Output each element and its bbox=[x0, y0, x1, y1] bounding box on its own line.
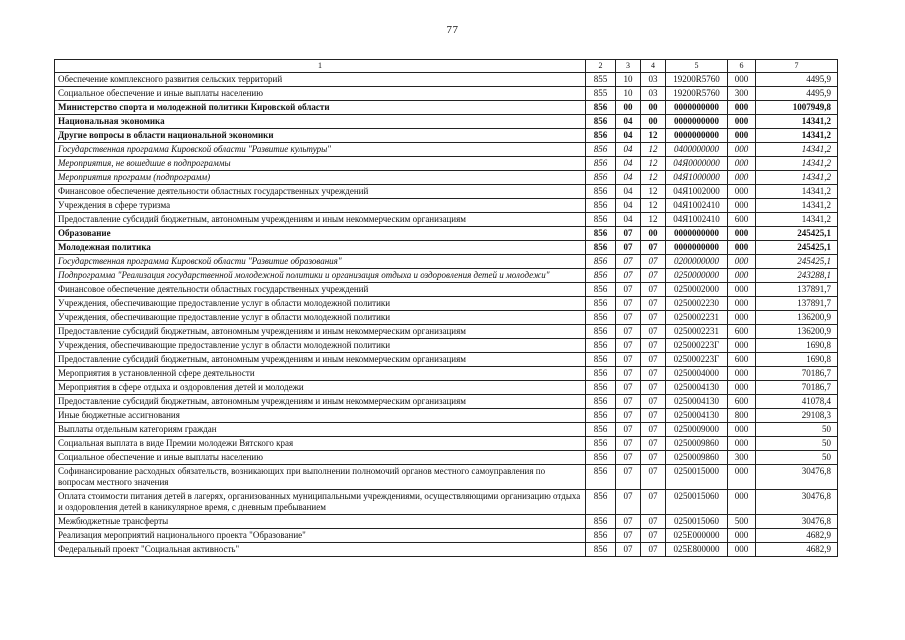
subsection-code-cell: 07 bbox=[641, 451, 666, 465]
row-name-cell: Межбюджетные трансферты bbox=[55, 515, 586, 529]
target-article-cell: 0250009860 bbox=[666, 451, 728, 465]
section-code-cell: 07 bbox=[616, 283, 641, 297]
target-article-cell: 0250015060 bbox=[666, 490, 728, 515]
target-article-cell: 0250009860 bbox=[666, 437, 728, 451]
grbs-code-cell: 856 bbox=[586, 283, 616, 297]
subsection-code-cell: 12 bbox=[641, 143, 666, 157]
subsection-code-cell: 07 bbox=[641, 325, 666, 339]
section-code-cell: 07 bbox=[616, 515, 641, 529]
target-article-cell: 19200R5760 bbox=[666, 73, 728, 87]
amount-cell: 30476,8 bbox=[756, 515, 838, 529]
amount-cell: 4682,9 bbox=[756, 529, 838, 543]
grbs-code-cell: 855 bbox=[586, 87, 616, 101]
row-name-cell: Предоставление субсидий бюджетным, автономным учреждениям и иным некоммерческим организациям bbox=[55, 213, 586, 227]
row-name-cell: Другие вопросы в области национальной экономики bbox=[55, 129, 586, 143]
row-name-cell: Мероприятия программ (подпрограмм) bbox=[55, 171, 586, 185]
table-row bbox=[55, 227, 838, 241]
section-code-cell: 10 bbox=[616, 73, 641, 87]
target-article-cell: 04Я1002000 bbox=[666, 185, 728, 199]
table-row bbox=[55, 311, 838, 325]
section-code-cell: 04 bbox=[616, 129, 641, 143]
section-code-cell: 04 bbox=[616, 143, 641, 157]
subsection-code-cell: 07 bbox=[641, 311, 666, 325]
section-code-cell: 07 bbox=[616, 241, 641, 255]
target-article-cell: 0250004000 bbox=[666, 367, 728, 381]
section-code-cell: 04 bbox=[616, 185, 641, 199]
expense-type-cell: 000 bbox=[728, 423, 756, 437]
expense-type-cell: 000 bbox=[728, 490, 756, 515]
target-article-cell: 0250002231 bbox=[666, 311, 728, 325]
subsection-code-cell: 00 bbox=[641, 101, 666, 115]
table-row bbox=[55, 297, 838, 311]
target-article-cell: 0250004130 bbox=[666, 409, 728, 423]
amount-cell: 136200,9 bbox=[756, 325, 838, 339]
amount-cell: 243288,1 bbox=[756, 269, 838, 283]
amount-cell: 245425,1 bbox=[756, 255, 838, 269]
table-row bbox=[55, 423, 838, 437]
column-number: 5 bbox=[666, 60, 728, 73]
amount-cell: 4495,9 bbox=[756, 73, 838, 87]
row-name-cell: Федеральный проект "Социальная активность" bbox=[55, 543, 586, 557]
expense-type-cell: 000 bbox=[728, 241, 756, 255]
section-code-cell: 00 bbox=[616, 101, 641, 115]
grbs-code-cell: 856 bbox=[586, 395, 616, 409]
expense-type-cell: 000 bbox=[728, 367, 756, 381]
target-article-cell: 04Я1000000 bbox=[666, 171, 728, 185]
subsection-code-cell: 07 bbox=[641, 269, 666, 283]
column-number: 2 bbox=[586, 60, 616, 73]
subsection-code-cell: 03 bbox=[641, 73, 666, 87]
subsection-code-cell: 07 bbox=[641, 423, 666, 437]
row-name-cell: Учреждения, обеспечивающие предоставление услуг в области молодежной политики bbox=[55, 297, 586, 311]
target-article-cell: 19200R5760 bbox=[666, 87, 728, 101]
section-code-cell: 07 bbox=[616, 339, 641, 353]
expense-type-cell: 600 bbox=[728, 213, 756, 227]
row-name-cell: Государственная программа Кировской области "Развитие образования" bbox=[55, 255, 586, 269]
table-row bbox=[55, 325, 838, 339]
section-code-cell: 07 bbox=[616, 451, 641, 465]
row-name-cell: Социальная выплата в виде Премии молодежи Вятского края bbox=[55, 437, 586, 451]
subsection-code-cell: 03 bbox=[641, 87, 666, 101]
table-row bbox=[55, 213, 838, 227]
subsection-code-cell: 07 bbox=[641, 353, 666, 367]
section-code-cell: 07 bbox=[616, 543, 641, 557]
column-number: 3 bbox=[616, 60, 641, 73]
row-name-cell: Выплаты отдельным категориям граждан bbox=[55, 423, 586, 437]
target-article-cell: 04Я0000000 bbox=[666, 157, 728, 171]
row-name-cell: Финансовое обеспечение деятельности областных государственных учреждений bbox=[55, 283, 586, 297]
expense-type-cell: 000 bbox=[728, 129, 756, 143]
grbs-code-cell: 856 bbox=[586, 185, 616, 199]
amount-cell: 1690,8 bbox=[756, 353, 838, 367]
target-article-cell: 0000000000 bbox=[666, 101, 728, 115]
table-row bbox=[55, 143, 838, 157]
row-name-cell: Реализация мероприятий национального проекта "Образование" bbox=[55, 529, 586, 543]
subsection-code-cell: 12 bbox=[641, 199, 666, 213]
grbs-code-cell: 856 bbox=[586, 255, 616, 269]
grbs-code-cell: 856 bbox=[586, 381, 616, 395]
table-row bbox=[55, 451, 838, 465]
grbs-code-cell: 856 bbox=[586, 241, 616, 255]
grbs-code-cell: 856 bbox=[586, 171, 616, 185]
subsection-code-cell: 07 bbox=[641, 297, 666, 311]
subsection-code-cell: 07 bbox=[641, 339, 666, 353]
expense-type-cell: 000 bbox=[728, 171, 756, 185]
row-name-cell: Социальное обеспечение и иные выплаты населению bbox=[55, 451, 586, 465]
amount-cell: 70186,7 bbox=[756, 381, 838, 395]
amount-cell: 137891,7 bbox=[756, 297, 838, 311]
section-code-cell: 07 bbox=[616, 381, 641, 395]
target-article-cell: 04Я1002410 bbox=[666, 199, 728, 213]
table-row bbox=[55, 339, 838, 353]
amount-cell: 14341,2 bbox=[756, 185, 838, 199]
expense-type-cell: 600 bbox=[728, 353, 756, 367]
column-number: 6 bbox=[728, 60, 756, 73]
section-code-cell: 07 bbox=[616, 395, 641, 409]
column-number: 4 bbox=[641, 60, 666, 73]
target-article-cell: 0000000000 bbox=[666, 241, 728, 255]
grbs-code-cell: 856 bbox=[586, 409, 616, 423]
subsection-code-cell: 12 bbox=[641, 213, 666, 227]
subsection-code-cell: 07 bbox=[641, 367, 666, 381]
section-code-cell: 07 bbox=[616, 529, 641, 543]
grbs-code-cell: 856 bbox=[586, 451, 616, 465]
section-code-cell: 07 bbox=[616, 437, 641, 451]
row-name-cell: Мероприятия в установленной сфере деятельности bbox=[55, 367, 586, 381]
amount-cell: 14341,2 bbox=[756, 143, 838, 157]
table-row bbox=[55, 490, 838, 515]
grbs-code-cell: 856 bbox=[586, 227, 616, 241]
row-name-cell: Обеспечение комплексного развития сельских территорий bbox=[55, 73, 586, 87]
table-row bbox=[55, 73, 838, 87]
amount-cell: 245425,1 bbox=[756, 227, 838, 241]
amount-cell: 14341,2 bbox=[756, 199, 838, 213]
expense-type-cell: 300 bbox=[728, 87, 756, 101]
expense-type-cell: 000 bbox=[728, 185, 756, 199]
section-code-cell: 04 bbox=[616, 157, 641, 171]
grbs-code-cell: 856 bbox=[586, 143, 616, 157]
column-number: 7 bbox=[756, 60, 838, 73]
row-name-cell: Мероприятия, не вошедшие в подпрограммы bbox=[55, 157, 586, 171]
section-code-cell: 04 bbox=[616, 213, 641, 227]
row-name-cell: Министерство спорта и молодежной политики Кировской области bbox=[55, 101, 586, 115]
section-code-cell: 07 bbox=[616, 409, 641, 423]
section-code-cell: 07 bbox=[616, 367, 641, 381]
grbs-code-cell: 856 bbox=[586, 465, 616, 490]
target-article-cell: 025E000000 bbox=[666, 529, 728, 543]
subsection-code-cell: 07 bbox=[641, 437, 666, 451]
section-code-cell: 07 bbox=[616, 255, 641, 269]
column-number: 1 bbox=[55, 60, 586, 73]
target-article-cell: 0250004130 bbox=[666, 395, 728, 409]
section-code-cell: 07 bbox=[616, 353, 641, 367]
expense-type-cell: 000 bbox=[728, 157, 756, 171]
amount-cell: 30476,8 bbox=[756, 490, 838, 515]
amount-cell: 1007949,8 bbox=[756, 101, 838, 115]
expense-type-cell: 600 bbox=[728, 395, 756, 409]
amount-cell: 50 bbox=[756, 423, 838, 437]
row-name-cell: Предоставление субсидий бюджетным, автономным учреждениям и иным некоммерческим организациям bbox=[55, 325, 586, 339]
target-article-cell: 0250009000 bbox=[666, 423, 728, 437]
section-code-cell: 07 bbox=[616, 325, 641, 339]
subsection-code-cell: 12 bbox=[641, 185, 666, 199]
target-article-cell: 0000000000 bbox=[666, 129, 728, 143]
section-code-cell: 04 bbox=[616, 171, 641, 185]
target-article-cell: 04Я1002410 bbox=[666, 213, 728, 227]
subsection-code-cell: 07 bbox=[641, 543, 666, 557]
table-row bbox=[55, 543, 838, 557]
amount-cell: 29108,3 bbox=[756, 409, 838, 423]
row-name-cell: Государственная программа Кировской области "Развитие культуры" bbox=[55, 143, 586, 157]
table-row bbox=[55, 283, 838, 297]
section-code-cell: 07 bbox=[616, 465, 641, 490]
target-article-cell: 0250015060 bbox=[666, 515, 728, 529]
section-code-cell: 07 bbox=[616, 311, 641, 325]
row-name-cell: Иные бюджетные ассигнования bbox=[55, 409, 586, 423]
table-row bbox=[55, 381, 838, 395]
table-row bbox=[55, 171, 838, 185]
table-row bbox=[55, 101, 838, 115]
grbs-code-cell: 856 bbox=[586, 490, 616, 515]
amount-cell: 50 bbox=[756, 437, 838, 451]
expense-type-cell: 000 bbox=[728, 543, 756, 557]
grbs-code-cell: 856 bbox=[586, 199, 616, 213]
amount-cell: 14341,2 bbox=[756, 115, 838, 129]
section-code-cell: 04 bbox=[616, 115, 641, 129]
subsection-code-cell: 07 bbox=[641, 490, 666, 515]
section-code-cell: 10 bbox=[616, 87, 641, 101]
grbs-code-cell: 856 bbox=[586, 529, 616, 543]
row-name-cell: Подпрограмма "Реализация государственной молодежной политики и организация отдыха и оздоровления детей и молодежи" bbox=[55, 269, 586, 283]
amount-cell: 137891,7 bbox=[756, 283, 838, 297]
target-article-cell: 025000223Г bbox=[666, 339, 728, 353]
expense-type-cell: 000 bbox=[728, 199, 756, 213]
grbs-code-cell: 856 bbox=[586, 339, 616, 353]
table-row bbox=[55, 115, 838, 129]
subsection-code-cell: 12 bbox=[641, 129, 666, 143]
grbs-code-cell: 855 bbox=[586, 73, 616, 87]
budget-table bbox=[54, 59, 838, 557]
table-row bbox=[55, 367, 838, 381]
grbs-code-cell: 856 bbox=[586, 213, 616, 227]
section-code-cell: 07 bbox=[616, 423, 641, 437]
target-article-cell: 0000000000 bbox=[666, 115, 728, 129]
subsection-code-cell: 07 bbox=[641, 255, 666, 269]
expense-type-cell: 000 bbox=[728, 115, 756, 129]
amount-cell: 14341,2 bbox=[756, 213, 838, 227]
row-name-cell: Учреждения, обеспечивающие предоставление услуг в области молодежной политики bbox=[55, 311, 586, 325]
expense-type-cell: 000 bbox=[728, 437, 756, 451]
amount-cell: 136200,9 bbox=[756, 311, 838, 325]
subsection-code-cell: 07 bbox=[641, 241, 666, 255]
expense-type-cell: 000 bbox=[728, 311, 756, 325]
expense-type-cell: 600 bbox=[728, 325, 756, 339]
subsection-code-cell: 07 bbox=[641, 465, 666, 490]
amount-cell: 14341,2 bbox=[756, 171, 838, 185]
grbs-code-cell: 856 bbox=[586, 325, 616, 339]
subsection-code-cell: 12 bbox=[641, 171, 666, 185]
table-row bbox=[55, 529, 838, 543]
expense-type-cell: 500 bbox=[728, 515, 756, 529]
target-article-cell: 0400000000 bbox=[666, 143, 728, 157]
table-row bbox=[55, 255, 838, 269]
subsection-code-cell: 07 bbox=[641, 409, 666, 423]
expense-type-cell: 000 bbox=[728, 529, 756, 543]
subsection-code-cell: 12 bbox=[641, 157, 666, 171]
target-article-cell: 025000223Г bbox=[666, 353, 728, 367]
row-name-cell: Национальная экономика bbox=[55, 115, 586, 129]
target-article-cell: 0250004130 bbox=[666, 381, 728, 395]
grbs-code-cell: 856 bbox=[586, 297, 616, 311]
target-article-cell: 0200000000 bbox=[666, 255, 728, 269]
table-row bbox=[55, 87, 838, 101]
table-row bbox=[55, 395, 838, 409]
section-code-cell: 04 bbox=[616, 199, 641, 213]
grbs-code-cell: 856 bbox=[586, 515, 616, 529]
row-name-cell: Учреждения в сфере туризма bbox=[55, 199, 586, 213]
row-name-cell: Финансовое обеспечение деятельности областных государственных учреждений bbox=[55, 185, 586, 199]
table-row bbox=[55, 465, 838, 490]
subsection-code-cell: 00 bbox=[641, 227, 666, 241]
row-name-cell: Мероприятия в сфере отдыха и оздоровления детей и молодежи bbox=[55, 381, 586, 395]
target-article-cell: 025E800000 bbox=[666, 543, 728, 557]
row-name-cell: Учреждения, обеспечивающие предоставление услуг в области молодежной политики bbox=[55, 339, 586, 353]
grbs-code-cell: 856 bbox=[586, 543, 616, 557]
expense-type-cell: 800 bbox=[728, 409, 756, 423]
expense-type-cell: 000 bbox=[728, 227, 756, 241]
expense-type-cell: 000 bbox=[728, 73, 756, 87]
grbs-code-cell: 856 bbox=[586, 367, 616, 381]
expense-type-cell: 000 bbox=[728, 339, 756, 353]
row-name-cell: Предоставление субсидий бюджетным, автономным учреждениям и иным некоммерческим организациям bbox=[55, 395, 586, 409]
section-code-cell: 07 bbox=[616, 227, 641, 241]
grbs-code-cell: 856 bbox=[586, 269, 616, 283]
expense-type-cell: 000 bbox=[728, 283, 756, 297]
amount-cell: 50 bbox=[756, 451, 838, 465]
table-row bbox=[55, 353, 838, 367]
grbs-code-cell: 856 bbox=[586, 129, 616, 143]
target-article-cell: 0250002230 bbox=[666, 297, 728, 311]
grbs-code-cell: 856 bbox=[586, 423, 616, 437]
table-row bbox=[55, 515, 838, 529]
amount-cell: 14341,2 bbox=[756, 129, 838, 143]
expense-type-cell: 000 bbox=[728, 269, 756, 283]
grbs-code-cell: 856 bbox=[586, 157, 616, 171]
expense-type-cell: 000 bbox=[728, 381, 756, 395]
grbs-code-cell: 856 bbox=[586, 311, 616, 325]
table-row bbox=[55, 185, 838, 199]
row-name-cell: Оплата стоимости питания детей в лагерях, организованных муниципальными учреждениями, осуществляющими организацию отдыха и оздоровления детей в каникулярное время, с дневным пребыванием bbox=[55, 490, 586, 515]
expense-type-cell: 000 bbox=[728, 101, 756, 115]
subsection-code-cell: 07 bbox=[641, 515, 666, 529]
row-name-cell: Социальное обеспечение и иные выплаты населению bbox=[55, 87, 586, 101]
grbs-code-cell: 856 bbox=[586, 115, 616, 129]
expense-type-cell: 000 bbox=[728, 465, 756, 490]
table-row bbox=[55, 437, 838, 451]
target-article-cell: 0250000000 bbox=[666, 269, 728, 283]
amount-cell: 245425,1 bbox=[756, 241, 838, 255]
subsection-code-cell: 07 bbox=[641, 529, 666, 543]
target-article-cell: 0000000000 bbox=[666, 227, 728, 241]
section-code-cell: 07 bbox=[616, 297, 641, 311]
subsection-code-cell: 07 bbox=[641, 395, 666, 409]
target-article-cell: 0250002231 bbox=[666, 325, 728, 339]
section-code-cell: 07 bbox=[616, 490, 641, 515]
table-row bbox=[55, 129, 838, 143]
table-row bbox=[55, 409, 838, 423]
page-number: 77 bbox=[446, 24, 459, 36]
subsection-code-cell: 07 bbox=[641, 283, 666, 297]
table-row bbox=[55, 269, 838, 283]
amount-cell: 4495,9 bbox=[756, 87, 838, 101]
row-name-cell: Образование bbox=[55, 227, 586, 241]
amount-cell: 4682,9 bbox=[756, 543, 838, 557]
table-row bbox=[55, 241, 838, 255]
amount-cell: 14341,2 bbox=[756, 157, 838, 171]
row-name-cell: Софинансирование расходных обязательств, возникающих при выполнении полномочий органов местного самоуправления по вопросам местного значения bbox=[55, 465, 586, 490]
table-body bbox=[55, 60, 838, 557]
column-number-row bbox=[55, 60, 838, 73]
expense-type-cell: 000 bbox=[728, 297, 756, 311]
amount-cell: 30476,8 bbox=[756, 465, 838, 490]
row-name-cell: Предоставление субсидий бюджетным, автономным учреждениям и иным некоммерческим организациям bbox=[55, 353, 586, 367]
amount-cell: 1690,8 bbox=[756, 339, 838, 353]
grbs-code-cell: 856 bbox=[586, 353, 616, 367]
expense-type-cell: 000 bbox=[728, 255, 756, 269]
expense-type-cell: 000 bbox=[728, 143, 756, 157]
table-row bbox=[55, 199, 838, 213]
subsection-code-cell: 07 bbox=[641, 381, 666, 395]
target-article-cell: 0250015000 bbox=[666, 465, 728, 490]
row-name-cell: Молодежная политика bbox=[55, 241, 586, 255]
expense-type-cell: 300 bbox=[728, 451, 756, 465]
amount-cell: 41078,4 bbox=[756, 395, 838, 409]
amount-cell: 70186,7 bbox=[756, 367, 838, 381]
table-row bbox=[55, 157, 838, 171]
target-article-cell: 0250002000 bbox=[666, 283, 728, 297]
section-code-cell: 07 bbox=[616, 269, 641, 283]
grbs-code-cell: 856 bbox=[586, 437, 616, 451]
grbs-code-cell: 856 bbox=[586, 101, 616, 115]
subsection-code-cell: 00 bbox=[641, 115, 666, 129]
